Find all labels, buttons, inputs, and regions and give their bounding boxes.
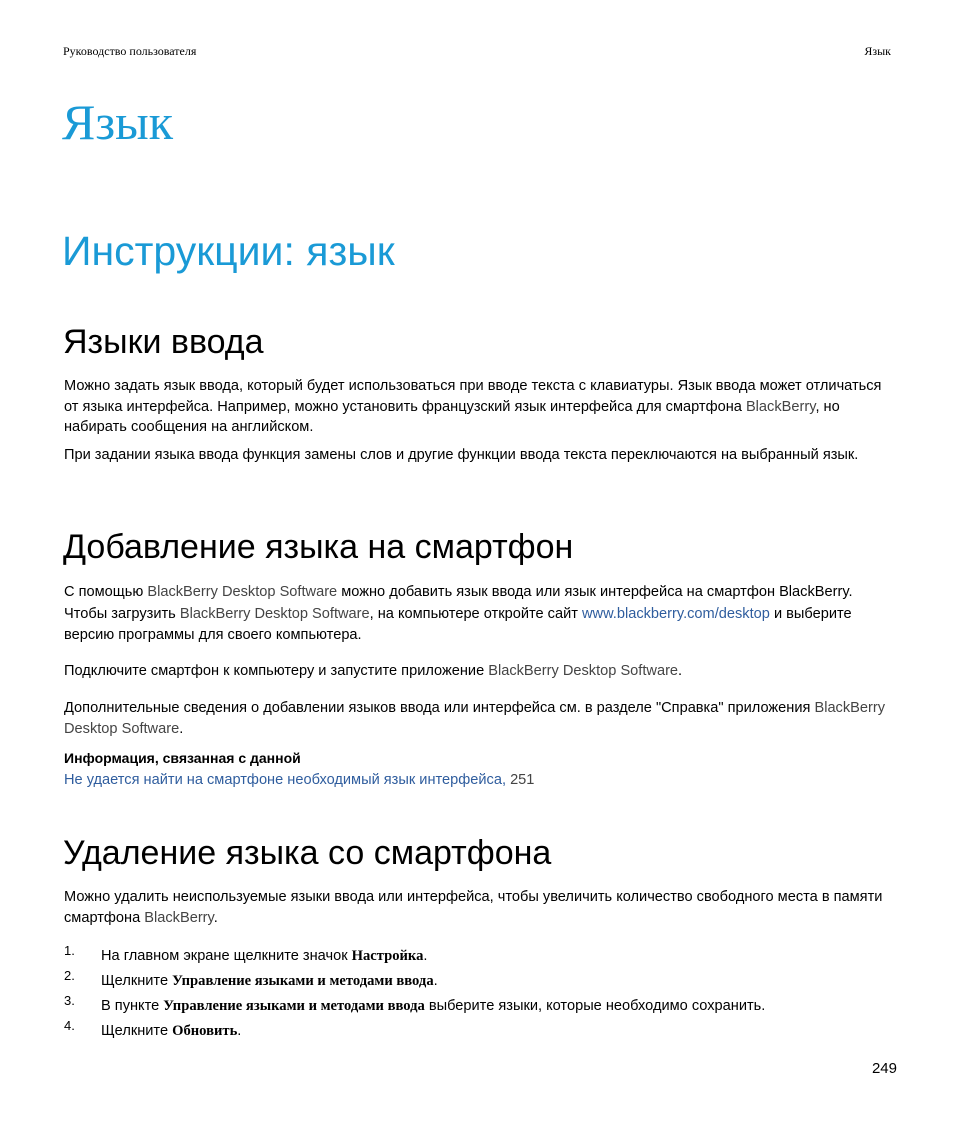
add-language-paragraph-1: С помощью BlackBerry Desktop Software можно добавить язык ввода или язык интерфейса на смартфон BlackBerry. Чтобы загрузить BlackBerry Desktop Software, на компьютере откройте сайт www.blackberry.com/desktop и выберите версию программы для своего компьютера.: [64, 584, 853, 643]
page-number: 249: [871, 1060, 897, 1077]
input-languages-paragraph-1: Можно задать язык ввода, который будет использоваться при вводе текста с клавиатуры. Язык ввода может отличаться от языка интерфейса. Например, можно установить французский язык интерфейса для смартфона BlackBerry, но набирать сообщения на английском.: [64, 378, 882, 435]
step-number: 4.: [64, 1018, 75, 1033]
remove-language-steps: [64, 943, 894, 1046]
add-language-paragraph-2: Подключите смартфон к компьютеру и запустите приложение BlackBerry Desktop Software.: [64, 663, 683, 679]
remove-language-paragraph: Можно удалить неиспользуемые языки ввода или интерфейса, чтобы увеличить количество свободного места в памяти смартфона BlackBerry.: [64, 889, 883, 926]
related-info-item: Не удается найти на смартфоне необходимый язык интерфейса, 251: [64, 772, 535, 788]
step-number: 3.: [64, 993, 75, 1008]
step-number: 2.: [64, 968, 75, 983]
input-languages-heading: Языки ввода: [63, 323, 264, 361]
running-header-left: Руководство пользователя: [63, 44, 197, 58]
related-info-title: Информация, связанная с данной: [64, 750, 301, 766]
input-languages-paragraph-2: При задании языка ввода функция замены слов и другие функции ввода текста переключаются на выбранный язык.: [64, 447, 859, 463]
section-title: Инструкции: язык: [62, 228, 395, 274]
step-item: 3. В пункте Управление языками и методами ввода выберите языки, которые необходимо сохранить.: [64, 993, 766, 1014]
step-item: 1. На главном экране щелкните значок Настройка.: [64, 943, 428, 964]
add-language-paragraph-3: Дополнительные сведения о добавлении языков ввода или интерфейса см. в разделе "Справка" приложения BlackBerry Desktop Software.: [64, 700, 886, 737]
remove-language-heading: Удаление языка со смартфона: [63, 834, 552, 872]
running-header-right: Язык: [864, 44, 891, 58]
step-item: 2. Щелкните Управление языками и методами ввода.: [64, 968, 438, 989]
step-item: 4. Щелкните Обновить.: [64, 1018, 242, 1039]
step-number: 1.: [64, 943, 75, 958]
chapter-title: Язык: [62, 94, 173, 150]
add-language-heading: Добавление языка на смартфон: [63, 528, 574, 566]
related-info-link[interactable]: Не удается найти на смартфоне необходимый язык интерфейса,: [64, 772, 507, 788]
blackberry-desktop-link[interactable]: www.blackberry.com/desktop: [581, 605, 770, 622]
